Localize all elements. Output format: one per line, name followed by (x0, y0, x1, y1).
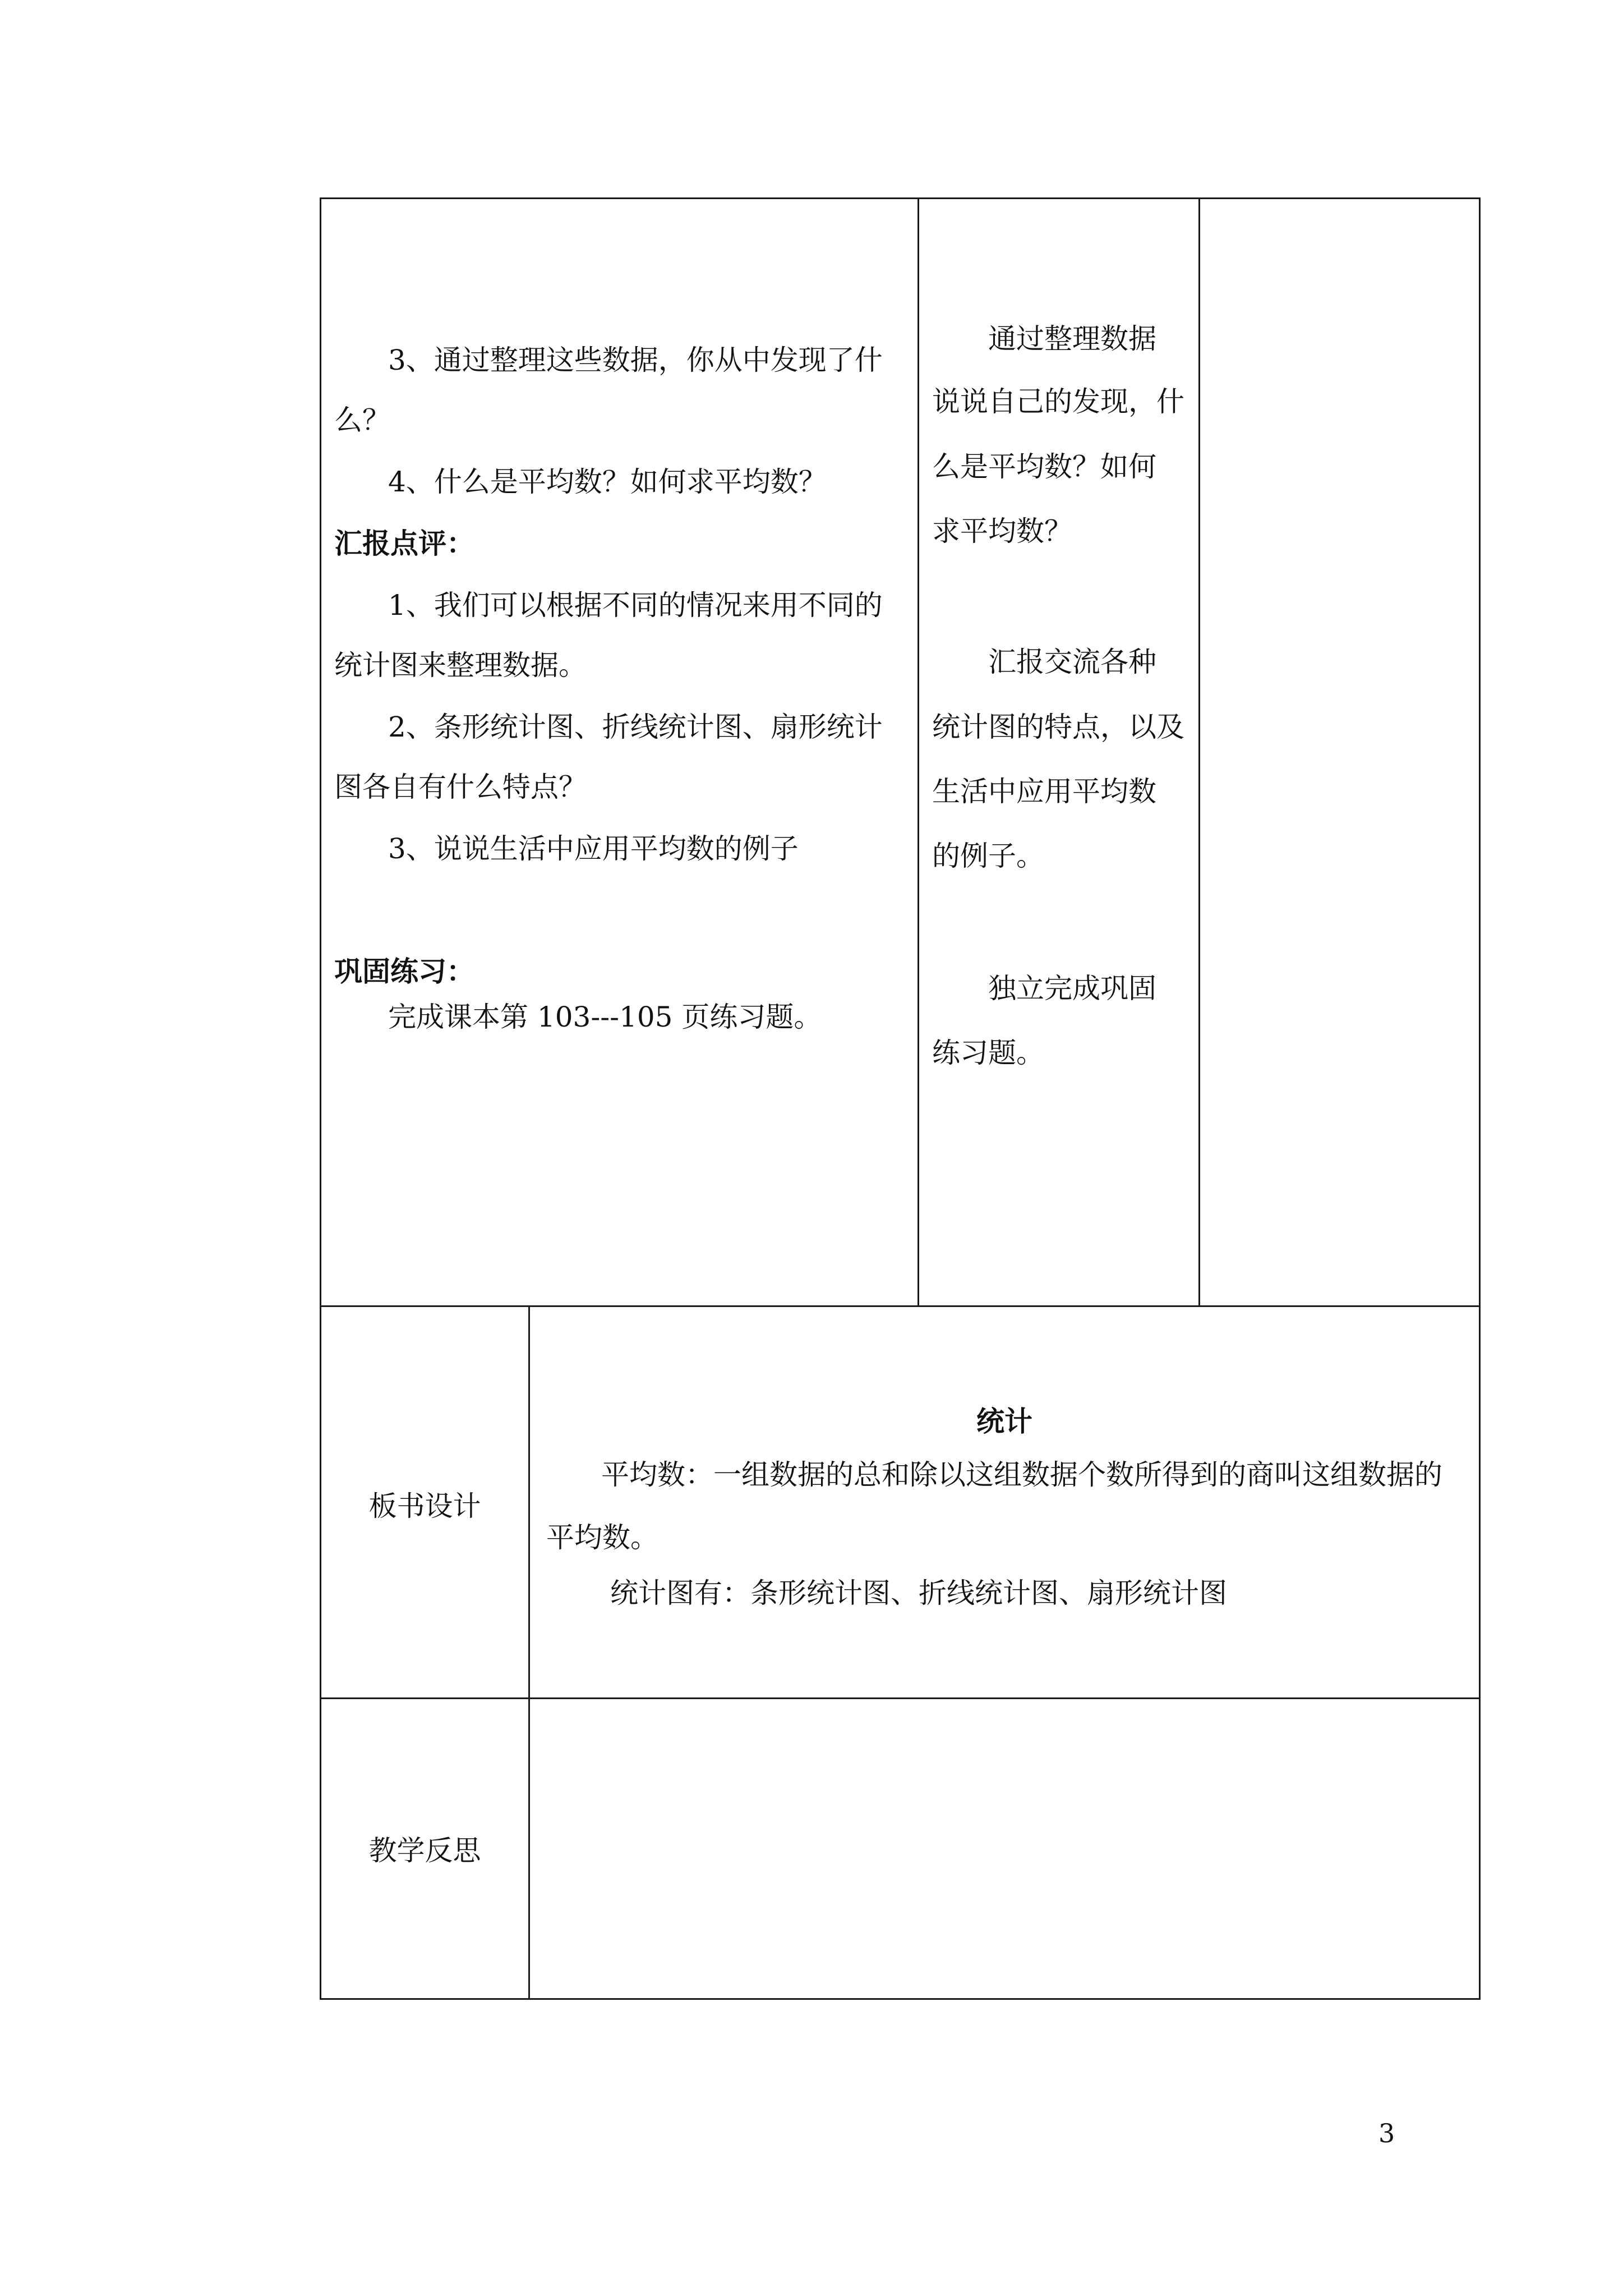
report-point-3: 3、说说生活中应用平均数的例子 (388, 832, 799, 865)
report-heading: 汇报点评： (334, 527, 474, 560)
question-3-line-1: 3、通过整理这些数据，你从中发现了什 (388, 344, 883, 376)
board-design-title: 统计 (976, 1405, 1032, 1438)
chart-types-line: 统计图有：条形统计图、折线统计图、扇形统计图 (610, 1577, 1227, 1609)
column-divider-1 (917, 197, 919, 1307)
page-number: 3 (1378, 2118, 1395, 2148)
student-answer-2-line-2: 统计图的特点，以及 (932, 711, 1184, 743)
student-answer-2-line-3: 生活中应用平均数 (932, 775, 1156, 808)
design-intent-cell (1200, 199, 1479, 1305)
student-answer-1-line-1: 通过整理数据 (988, 323, 1156, 355)
board-design-label: 板书设计 (368, 1490, 481, 1522)
report-point-2-line-1: 2、条形统计图、折线统计图、扇形统计 (388, 711, 883, 743)
practice-heading: 巩固练习： (334, 955, 474, 988)
average-definition-line-2: 平均数。 (546, 1521, 658, 1554)
student-answer-1-line-3: 么是平均数？如何 (932, 450, 1156, 483)
student-answer-2-line-1: 汇报交流各种 (988, 646, 1156, 678)
report-point-2-line-2: 图各自有什么特点？ (334, 771, 587, 803)
table-left-border (320, 197, 321, 2000)
row-divider-board (320, 1305, 1481, 1307)
practice-text: 完成课本第 103---105 页练习题。 (388, 1001, 822, 1033)
average-definition-line-1: 平均数：一组数据的总和除以这组数据个数所得到的商叫这组数据的 (601, 1458, 1442, 1491)
teaching-reflection-content (530, 1699, 1479, 1998)
question-4: 4、什么是平均数？如何求平均数？ (388, 466, 827, 498)
student-answer-1-line-4: 求平均数？ (932, 515, 1072, 547)
table-right-border (1479, 197, 1481, 2000)
report-point-1-line-1: 1、我们可以根据不同的情况来用不同的 (388, 589, 883, 622)
student-answer-1-line-2: 说说自己的发现，什 (932, 385, 1184, 418)
student-answer-3-line-1: 独立完成巩固 (988, 972, 1156, 1005)
table-bottom-border (320, 1998, 1481, 2000)
student-answer-2-line-4: 的例子。 (932, 840, 1044, 872)
question-3-line-2: 么？ (334, 404, 390, 436)
teaching-reflection-label: 教学反思 (368, 1834, 481, 1867)
student-answer-3-line-2: 练习题。 (932, 1037, 1044, 1069)
report-point-1-line-2: 统计图来整理数据。 (334, 649, 587, 682)
